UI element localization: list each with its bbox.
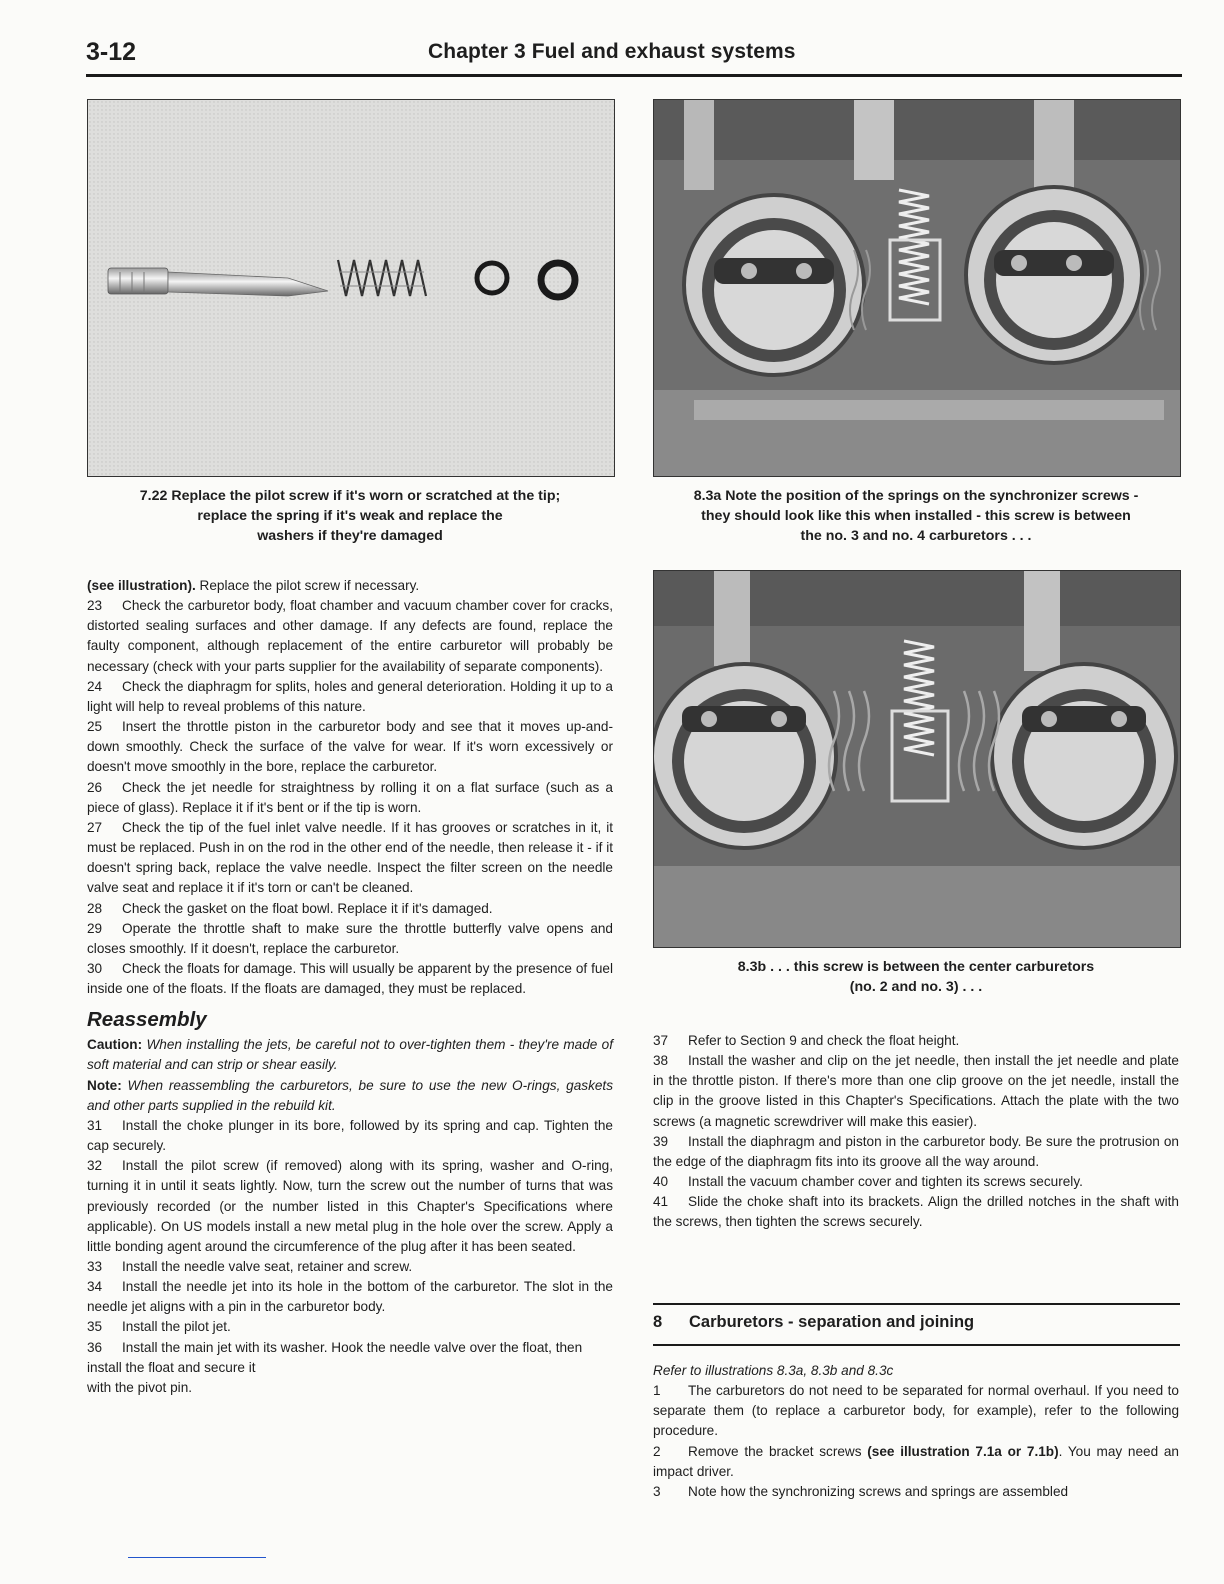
step-number: 3 — [653, 1483, 661, 1499]
figure-7-22-photo — [87, 99, 615, 477]
step-text: Install the washer and clip on the jet needle, then install the jet needle and plate in the throttle piston. If there's more than one clip groove on the jet needle, install the clip in the groove listed in this Chapter's Specifications. Attach the plate with the two screws (a magnetic screwdriver will make this easier). — [653, 1053, 1179, 1129]
step-24 — [87, 677, 613, 717]
section-title: Carburetors - separation and joining — [689, 1313, 975, 1331]
section-step-2 — [653, 1442, 1179, 1482]
section-rule-top — [653, 1303, 1180, 1305]
step-text: Note how the synchronizing screws and springs are assembled — [688, 1483, 1069, 1499]
step-text: Remove the bracket screws — [688, 1443, 868, 1459]
step-text: Check the tip of the fuel inlet valve needle. If it has grooves or scratches in it, it must be replaced. Push in on the rod in the other end of the needle, then release it - if it doesn't spring back, replace the valve needle. Inspect the filter screen on the needle valve seat and replace it if it's torn or can't be cleaned. — [87, 819, 613, 896]
step-text: The carburetors do not need to be separated for normal overhaul. If you need to separate them (to replace a carburetor body, for example), refer to the following procedure. — [653, 1383, 1179, 1439]
step-number: 25 — [87, 719, 103, 735]
step-text: . You may need an impact driver. — [653, 1443, 1179, 1479]
step-36-continued: with the pivot pin. — [87, 1379, 193, 1395]
section-step-1 — [653, 1381, 1179, 1441]
step-text: Slide the choke shaft into its brackets. Align the drilled notches in the shaft with the screws, then tighten the screws securely. — [653, 1194, 1179, 1230]
caption-line: washers if they're damaged — [257, 528, 443, 544]
figure-8-3b-caption — [653, 957, 1179, 997]
carb-bore-right — [966, 187, 1142, 363]
step-number: 40 — [653, 1174, 669, 1190]
note-text: When reassembling the carburetors, be sure to use the new O-rings, gaskets and other parts supplied in the rebuild kit. — [87, 1077, 613, 1113]
step-text: Install the needle jet into its hole in the bottom of the carburetor. The slot in the needle jet aligns with a pin in the carburetor body. — [87, 1279, 613, 1315]
step-number: 39 — [653, 1133, 669, 1149]
step-number: 2 — [653, 1443, 661, 1459]
step-number: 30 — [87, 960, 103, 976]
figure-7-22-caption — [87, 486, 613, 546]
left-text-column — [87, 576, 613, 1398]
step-text: Check the diaphragm for splits, holes and general deterioration. Holding it up to a light will help to reveal problems of this nature. — [87, 678, 613, 714]
caption-line: 7.22 Replace the pilot screw if it's worn or scratched at the tip; — [139, 488, 561, 504]
step-text: Check the carburetor body, float chamber and vacuum chamber cover for cracks, distorted sealing surfaces and other damage. If any defects are found, replace the faulty component, although replacement of the entire carburetor will probably be necessary (check with your parts supplier for the availability of separate components). — [87, 598, 613, 674]
section-rule-bottom — [653, 1344, 1180, 1346]
step-text: Install the main jet with its washer. Hook the needle valve over the float, then install the float and secure it — [87, 1339, 583, 1375]
step-number: 34 — [87, 1279, 103, 1295]
caption-line: 8.3b . . . this screw is between the center carburetors — [737, 959, 1095, 975]
step-26 — [87, 778, 613, 818]
step-number: 41 — [653, 1194, 669, 1210]
step-number: 1 — [653, 1383, 661, 1399]
step-text: Install the vacuum chamber cover and tighten its screws securely. — [688, 1174, 1083, 1190]
carb-bore-left — [684, 195, 864, 375]
step-number: 35 — [87, 1319, 103, 1335]
step-text: Install the diaphragm and piston in the carburetor body. Be sure the protrusion on the edge of the diaphragm fits into its groove all the way around. — [653, 1133, 1179, 1169]
step-number: 24 — [87, 678, 103, 694]
step-number: 26 — [87, 779, 103, 795]
step-33 — [87, 1257, 613, 1277]
step-text: Check the jet needle for straightness by rolling it on a flat surface (such as a piece of glass). Replace it if it's bent or if the tip is worn. — [87, 779, 613, 815]
step-29 — [87, 919, 613, 959]
step-text: Install the pilot screw (if removed) along with its spring, washer and O-ring, turning it in until it seats lightly. Now, turn the screw out the number of turns that was previously recorded (or the number listed in this Chapter's Specifications where applicable). On US models install a new metal plug in the hole over the screw. Apply a little bonding agent around the circumference of the plug after it has been seated. — [87, 1158, 613, 1254]
step-38 — [653, 1051, 1179, 1132]
step-number: 38 — [653, 1053, 669, 1069]
step-number: 36 — [87, 1339, 103, 1355]
page-number: 3-12 — [86, 38, 137, 66]
see-illustration-ref: (see illustration). — [87, 578, 196, 593]
step-number: 37 — [653, 1033, 669, 1048]
see-illustration-ref: (see illustration 7.1a or 7.1b) — [867, 1443, 1059, 1459]
step-number: 27 — [87, 819, 103, 835]
step-32 — [87, 1156, 613, 1257]
step-37 — [653, 1031, 1179, 1051]
section-heading — [653, 1313, 974, 1332]
reassembly-heading: Reassembly — [87, 1008, 207, 1032]
step-text: Operate the throttle shaft to make sure the throttle butterfly valve opens and closes smoothly. If it doesn't, replace the carburetor. — [87, 920, 613, 956]
note-label: Note: — [87, 1077, 122, 1093]
step-23 — [87, 596, 613, 677]
step-text: Insert the throttle piston in the carburetor body and see that it moves up-and-down smoothly. Check the surface of the valve for wear. If it's worn excessively or doesn't move smoothly in the bore, replace the carburetor. — [87, 719, 613, 775]
figure-8-3b-photo — [653, 570, 1181, 948]
step-27 — [87, 818, 613, 899]
right-text-column-lower — [653, 1361, 1179, 1502]
caption-line: the no. 3 and no. 4 carburetors . . . — [800, 528, 1032, 544]
step-number: 31 — [87, 1117, 103, 1133]
intro-text: Replace the pilot screw if necessary. — [195, 578, 420, 593]
note-paragraph — [87, 1076, 613, 1116]
step-35 — [87, 1317, 613, 1337]
step-28 — [87, 899, 613, 919]
step-number: 29 — [87, 920, 103, 936]
step-number: 23 — [87, 598, 103, 614]
caution-label: Caution: — [87, 1037, 143, 1053]
caption-line: 8.3a Note the position of the springs on the synchronizer screws - — [693, 488, 1139, 504]
refer-to-illustrations: Refer to illustrations 8.3a, 8.3b and 8.3c — [653, 1363, 894, 1378]
caution-text: When installing the jets, be careful not to over-tighten them - they're made of soft material and can strip or shear easily. — [87, 1037, 613, 1073]
right-text-column-upper — [653, 1031, 1179, 1233]
section-number: 8 — [653, 1313, 663, 1331]
step-30 — [87, 959, 613, 999]
header-rule — [86, 74, 1182, 77]
step-text: Check the floats for damage. This will usually be apparent by the presence of fuel inside one of the floats. If the floats are damaged, they must be replaced. — [87, 960, 613, 997]
step-25 — [87, 717, 613, 777]
section-step-3 — [653, 1482, 1179, 1502]
caption-line: (no. 2 and no. 3) . . . — [849, 979, 983, 995]
chapter-title: Chapter 3 Fuel and exhaust systems — [428, 40, 796, 63]
step-36 — [87, 1338, 613, 1378]
step-34 — [87, 1277, 613, 1317]
step-31 — [87, 1116, 613, 1156]
carb-bore-right — [992, 664, 1176, 848]
step-number: 33 — [87, 1259, 103, 1274]
step-41 — [653, 1192, 1179, 1232]
caption-line: they should look like this when installed - this screw is between — [701, 508, 1131, 524]
step-39 — [653, 1132, 1179, 1172]
step-40 — [653, 1172, 1179, 1192]
step-number: 32 — [87, 1158, 103, 1174]
step-text: Install the needle valve seat, retainer and screw. — [122, 1259, 413, 1274]
caption-line: replace the spring if it's weak and replace the — [197, 508, 503, 524]
step-text: Refer to Section 9 and check the float height. — [688, 1033, 960, 1048]
figure-8-3a-photo — [653, 99, 1181, 477]
step-text: Install the pilot jet. — [122, 1319, 231, 1335]
caution-paragraph — [87, 1035, 613, 1075]
step-number: 28 — [87, 900, 103, 916]
footer-link-underline — [128, 1557, 266, 1558]
step-text: Install the choke plunger in its bore, followed by its spring and cap. Tighten the cap securely. — [87, 1117, 613, 1154]
carb-bore-left — [654, 664, 836, 848]
figure-8-3a-caption — [653, 486, 1179, 546]
step-text: Check the gasket on the float bowl. Replace it if it's damaged. — [122, 900, 493, 916]
intro-paragraph — [87, 576, 613, 596]
